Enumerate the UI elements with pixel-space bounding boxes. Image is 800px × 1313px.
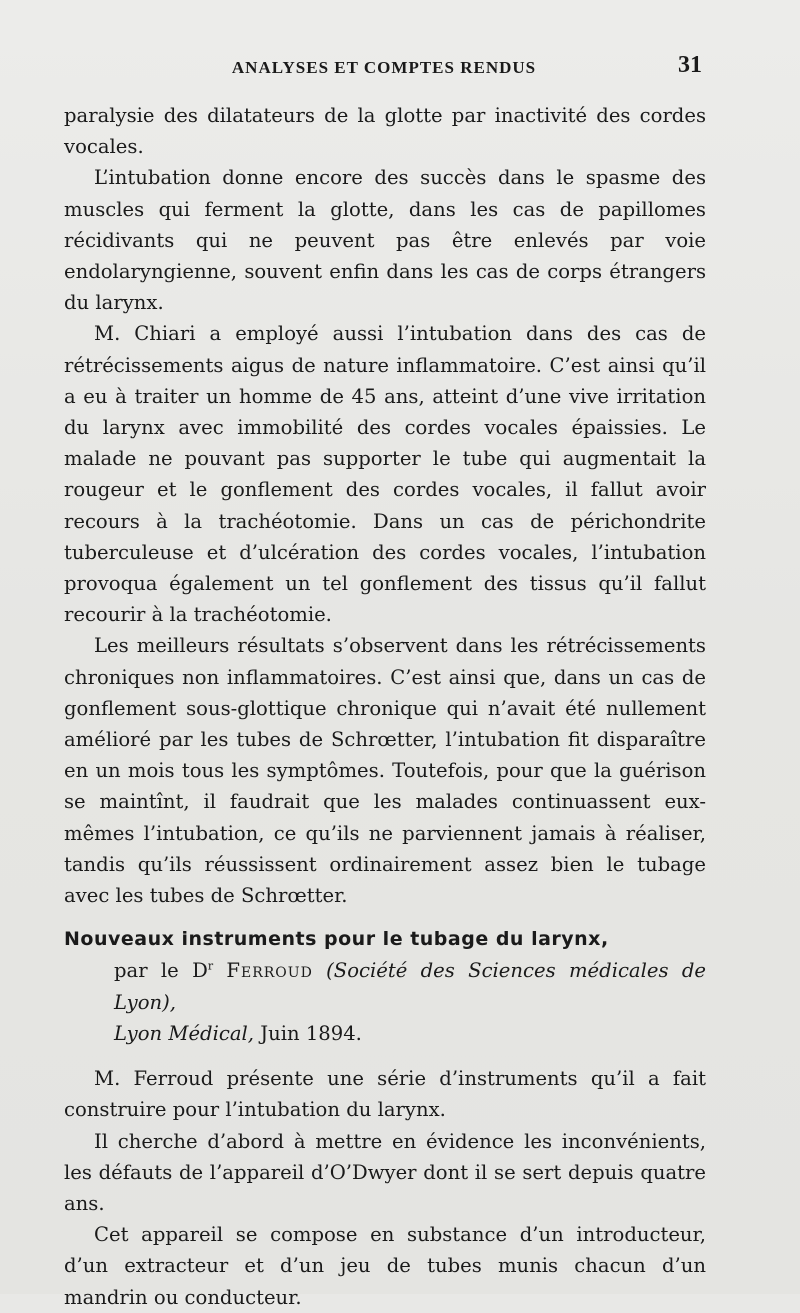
paragraph-4: Les meilleurs résultats s’observent dans les rétrécissements chroniques non inflammatoires. C’est ainsi que, dans un cas de gonflement sous-glottique chronique qui n’avait été nullement amélioré par les tubes de Schrœtter, l’intubation fit disparaître en un mois tous les symptômes. Toutefois, pour que la guérison se maintînt, il faudrait que les malades continuassent eux-mêmes l’intubation, ce qu’ils ne parviennent jamais à réaliser, tandis qu’ils réussissent ordinairement assez bien le tubage avec les tubes de Schrœtter. [64, 634, 706, 908]
section-heading [64, 923, 706, 1049]
page-number: 31 [678, 52, 702, 78]
source-society: (Société des Sciences médicales de Lyon), [114, 959, 706, 1014]
paragraph-7: Cet appareil se compose en substance d’un introducteur, d’un extracteur et d’un jeu de tubes munis chacun d’un mandrin ou conducteur. [64, 1223, 706, 1309]
journal-name: Lyon Médical, [114, 1021, 254, 1045]
byline-sup: r [207, 959, 214, 973]
paragraph-6: Il cherche d’abord à mettre en évidence les inconvénients, les défauts de l’appareil d’O’Dwyer dont il se sert depuis quatre ans. [64, 1129, 706, 1215]
running-head: ANALYSES ET COMPTES RENDUS [231, 58, 537, 77]
paragraph-5: M. Ferroud présente une série d’instruments qu’il a fait construire pour l’intubation du larynx. [64, 1067, 706, 1122]
paragraph-2: L’intubation donne encore des succès dans le spasme des muscles qui ferment la glotte, dans les cas de papillomes récidivants qui ne peuvent pas être enlevés par voie endolaryngienne, souvent enfin dans les cas de corps étrangers du larynx. [64, 166, 706, 315]
section-heading-line-1 [64, 923, 706, 955]
section-heading-line-3 [64, 1018, 706, 1049]
byline-prefix: par le D [114, 959, 208, 983]
author-name: Ferroud [226, 959, 313, 983]
paragraph-3: M. Chiari a employé aussi l’intubation dans des cas de rétrécissements aigus de nature inflammatoire. C’est ainsi qu’il a eu à traiter un homme de 45 ans, atteint d’une vive irritation du larynx avec immobilité des cordes vocales épaissies. Le malade ne pouvant pas supporter le tube qui augmentait la rougeur et le gonflement des cordes vocales, il fallut avoir recours à la trachéotomie. Dans un cas de périchondrite tuberculeuse et d’ulcération des cordes vocales, l’intubation provoqua également un tel gonflement des tissus qu’il fallut recourir à la trachéotomie. [64, 322, 706, 627]
section-heading-line-2 [64, 955, 706, 1017]
page-header [64, 52, 704, 82]
body-text [64, 100, 706, 1313]
publication-date: Juin 1894. [260, 1021, 362, 1045]
section-title: Nouveaux instruments pour le tubage du larynx, [64, 928, 609, 951]
paragraph-1: paralysie des dilatateurs de la glotte par inactivité des cordes vocales. [64, 104, 706, 159]
